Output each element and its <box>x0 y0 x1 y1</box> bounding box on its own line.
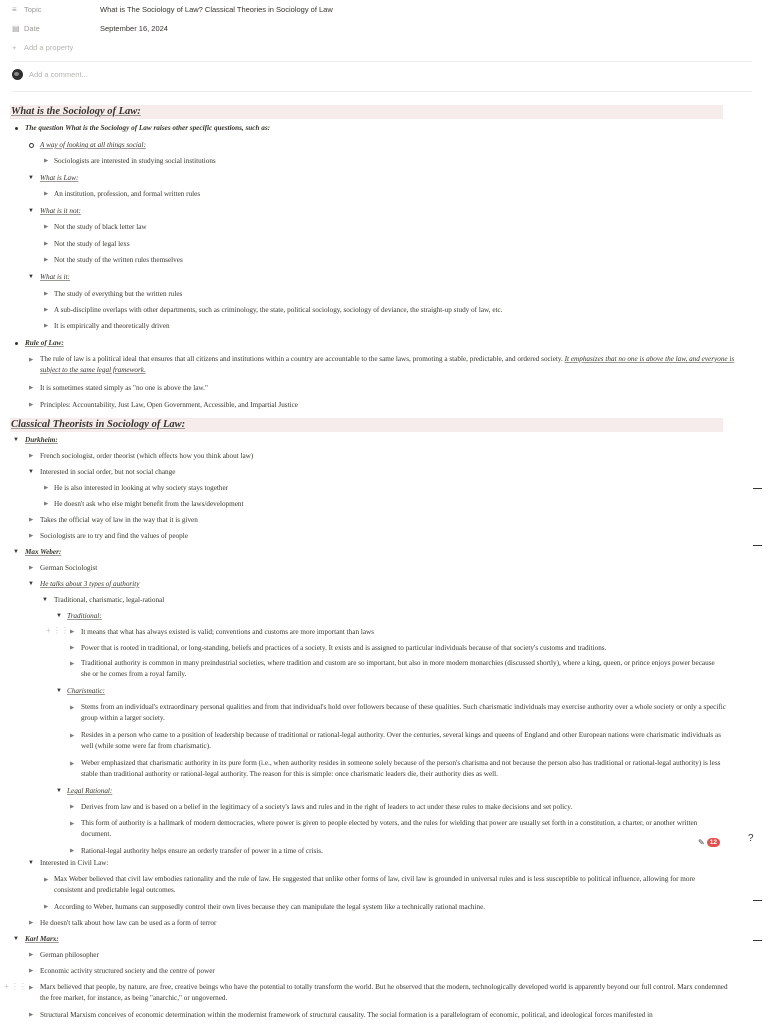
text-lines-icon: ≡ <box>12 4 17 14</box>
collapsed-toggle-icon[interactable]: ▶ <box>44 877 49 883</box>
collapsed-toggle-icon[interactable]: ▶ <box>70 821 75 827</box>
list-item[interactable]: The question What is the Sociology of Law raises other specific questions, such as: <box>25 124 271 132</box>
list-item[interactable]: Interested in social order, but not social change <box>40 468 176 476</box>
collapsed-toggle-icon[interactable]: ▶ <box>44 485 49 491</box>
collapsed-toggle-icon[interactable]: ▶ <box>44 224 49 230</box>
property-date[interactable] <box>12 21 168 35</box>
expanded-toggle-icon[interactable]: ▼ <box>13 936 19 942</box>
list-item[interactable]: What is it: <box>40 273 70 281</box>
list-item[interactable]: Takes the official way of law in the way that it is given <box>40 516 198 524</box>
list-item[interactable]: Marx believed that people, by nature, are free, creative beings who have the potential to totally transform the world. But he observed that the modern, technologically developed world is apparently beyond our full control. Marx condemned the free market, for instance, as being "anarchic," or ungoverned. <box>40 983 728 1002</box>
list-item[interactable]: The rule of law is a political ideal that ensures that all citizens and institutions within a country are accountable to the same laws, promoting a stable, predictable, and ordered society. It emphasizes that no one is above the law, and everyone is subject to the same legal framework. <box>40 355 735 374</box>
list-item[interactable]: Not the study of black letter law <box>54 223 147 231</box>
expanded-toggle-icon[interactable]: ▼ <box>56 688 62 694</box>
collapsed-toggle-icon[interactable]: ▶ <box>29 968 34 974</box>
list-item[interactable]: Sociologists are interested in studying social institutions <box>54 157 216 165</box>
list-item[interactable]: Durkheim: <box>25 436 58 444</box>
list-item[interactable]: German philosopher <box>40 951 99 959</box>
question-mark-icon[interactable]: ? <box>748 833 754 844</box>
list-item[interactable]: Derives from law and is based on a belief in the legitimacy of a society's laws and rules and in the right of leaders to act under these rules to make decisions and set policy. <box>81 803 573 811</box>
collapsed-toggle-icon[interactable]: ▶ <box>70 733 75 739</box>
property-topic[interactable] <box>12 2 333 16</box>
list-item[interactable]: A way of looking at all things social: <box>40 141 146 149</box>
collapsed-toggle-icon[interactable]: ▶ <box>44 241 49 247</box>
collapsed-toggle-icon[interactable]: ▶ <box>44 158 49 164</box>
bullet-icon <box>15 342 18 345</box>
collapsed-toggle-icon[interactable]: ▶ <box>29 385 34 391</box>
list-item[interactable]: Weber emphasized that charismatic authority in its pure form (i.e., when authority resides in someone solely because of the person's charisma and not because the person also has traditional or rational-legal authority) is less stable than traditional authority or rational-legal authority. The reason for this is simple: once charismatic leaders die, their authority dies as well. <box>81 759 721 778</box>
expanded-toggle-icon[interactable]: ▼ <box>28 208 34 214</box>
list-item[interactable]: A sub-discipline overlaps with other departments, such as criminology, the state, political sociology, sociology of deviance, the straight-up study of law, etc. <box>54 306 503 314</box>
collapsed-toggle-icon[interactable]: ▶ <box>44 904 49 910</box>
divider <box>12 61 752 62</box>
list-item[interactable]: It is empirically and theoretically driven <box>54 322 170 330</box>
list-item[interactable]: An institution, profession, and formal written rules <box>54 190 201 198</box>
collapsed-toggle-icon[interactable]: ▶ <box>29 453 34 459</box>
section-heading[interactable]: What is the Sociology of Law: <box>10 105 723 119</box>
collapsed-toggle-icon[interactable]: ▶ <box>29 920 34 926</box>
expanded-toggle-icon[interactable]: ▼ <box>13 549 19 555</box>
add-property-button[interactable]: + Add a property <box>12 42 74 52</box>
scroll-marker[interactable] <box>753 545 762 546</box>
hollow-bullet-icon <box>29 143 34 148</box>
expanded-toggle-icon[interactable]: ▼ <box>28 469 34 475</box>
collapsed-toggle-icon[interactable]: ▶ <box>29 517 34 523</box>
list-item[interactable]: It is sometimes stated simply as "no one is above the law." <box>40 384 208 392</box>
comments-badge[interactable] <box>698 838 720 847</box>
list-item[interactable]: Power that is rooted in traditional, or long-standing, beliefs and practices of a society. It exists and is assigned to particular individuals because of that society's customs and traditions. <box>81 644 607 652</box>
expanded-toggle-icon[interactable]: ▼ <box>28 581 34 587</box>
list-item[interactable]: German Sociologist <box>40 564 98 572</box>
collapsed-toggle-icon[interactable]: ▶ <box>29 1012 34 1018</box>
collapsed-toggle-icon[interactable]: ▶ <box>29 985 34 991</box>
list-item[interactable]: Interested in Civil Law: <box>40 859 109 867</box>
list-item[interactable]: Rule of Law: <box>25 339 64 347</box>
collapsed-toggle-icon[interactable]: ▶ <box>29 952 34 958</box>
collapsed-toggle-icon[interactable]: ▶ <box>70 804 75 810</box>
collapsed-toggle-icon[interactable]: ▶ <box>70 848 75 854</box>
property-value[interactable]: What is The Sociology of Law? Classical Theories in Sociology of Law <box>100 4 333 14</box>
avatar <box>12 69 23 80</box>
list-item[interactable]: What is Law: <box>40 174 79 182</box>
divider <box>12 91 752 92</box>
collapsed-toggle-icon[interactable]: ▶ <box>70 645 75 651</box>
collapsed-toggle-icon[interactable]: ▶ <box>70 761 75 767</box>
scroll-marker[interactable] <box>753 488 762 489</box>
collapsed-toggle-icon[interactable]: ▶ <box>70 629 75 635</box>
scroll-marker[interactable] <box>753 940 762 941</box>
property-value[interactable]: September 16, 2024 <box>100 23 168 33</box>
collapsed-toggle-icon[interactable]: ▶ <box>44 291 49 297</box>
collapsed-toggle-icon[interactable]: ▶ <box>44 191 49 197</box>
list-item[interactable]: This form of authority is a hallmark of modern democracies, where power is given to people elected by voters, and the rules for wielding that power are usually set forth in a constitution, a charter, or another written document. <box>81 819 698 838</box>
list-item[interactable]: He talks about 3 types of authority <box>40 580 140 588</box>
list-item[interactable]: Economic activity structured society and the centre of power <box>40 967 215 975</box>
section-heading[interactable]: Classical Theorists in Sociology of Law: <box>10 418 723 432</box>
expanded-toggle-icon[interactable]: ▼ <box>28 274 34 280</box>
expanded-toggle-icon[interactable]: ▼ <box>56 788 62 794</box>
collapsed-toggle-icon[interactable]: ▶ <box>70 661 75 667</box>
list-item[interactable]: He doesn't talk about how law can be used as a form of terror <box>40 919 217 927</box>
collapsed-toggle-icon[interactable]: ▶ <box>29 357 34 363</box>
plus-icon: + <box>12 42 17 52</box>
list-item[interactable]: Sociologists are to try and find the values of people <box>40 532 188 540</box>
collapsed-toggle-icon[interactable]: ▶ <box>29 402 34 408</box>
list-item[interactable]: Traditional authority is common in many preindustrial societies, where tradition and custom are so important, but also in more modern monarchies (discussed shortly), where a king, queen, or prince enjoys power because she or he comes from a royal family. <box>81 659 715 678</box>
list-item[interactable]: Karl Marx: <box>25 935 59 943</box>
expanded-toggle-icon[interactable]: ▼ <box>28 860 34 866</box>
list-item[interactable]: Max Weber: <box>25 548 62 556</box>
expanded-toggle-icon[interactable]: ▼ <box>13 437 19 443</box>
calendar-icon: ▤ <box>12 23 20 33</box>
list-item[interactable]: French sociologist, order theorist (which effects how you think about law) <box>40 452 254 460</box>
list-item[interactable]: Traditional: <box>67 612 102 620</box>
list-item[interactable]: Resides in a person who came to a position of leadership because of traditional or rational-legal authority. Over the centuries, several kings and queens of England and other European nations were charismatic individuals as well (while some were far from charismatic). <box>81 731 722 750</box>
list-item[interactable]: Stems from an individual's extraordinary personal qualities and from that individual's hold over followers because of these qualities. Such charismatic individuals may exercise authority over a whole society or only a specific group within a larger society. <box>81 703 726 722</box>
collapsed-toggle-icon[interactable]: ▶ <box>44 307 49 313</box>
collapsed-toggle-icon[interactable]: ▶ <box>44 501 49 507</box>
list-item[interactable]: He doesn't ask who else might benefit from the laws/development <box>54 500 244 508</box>
list-item[interactable]: Structural Marxism conceives of economic determination within the modernist framework of structural causality. The social formation is a parallelogram of economic, political, and ideological forces manifested in <box>40 1011 653 1019</box>
list-item[interactable]: Not the study of legal lexs <box>54 240 130 248</box>
comment-placeholder: Add a comment... <box>29 70 88 79</box>
collapsed-toggle-icon[interactable]: ▶ <box>44 323 49 329</box>
list-item[interactable]: Charismatic: <box>67 687 105 695</box>
property-label: Topic <box>24 4 42 14</box>
list-item[interactable]: Legal Rational: <box>67 787 113 795</box>
list-item[interactable]: What is it not: <box>40 207 81 215</box>
list-item[interactable]: The study of everything but the written rules <box>54 290 183 298</box>
list-item[interactable]: Rational-legal authority helps ensure an orderly transfer of power in a time of crisis. <box>81 847 323 855</box>
list-item[interactable]: It means that what has always existed is valid; conventions and customs are more important than laws <box>81 628 375 636</box>
bullet-icon <box>15 127 18 130</box>
drag-handle[interactable]: + ⋮⋮ <box>4 982 27 991</box>
expanded-toggle-icon[interactable]: ▼ <box>28 175 34 181</box>
scroll-marker[interactable] <box>753 900 762 901</box>
collapsed-toggle-icon[interactable]: ▶ <box>29 533 34 539</box>
comment-count: 12 <box>707 838 720 847</box>
collapsed-toggle-icon[interactable]: ▶ <box>70 705 75 711</box>
collapsed-toggle-icon[interactable]: ▶ <box>44 257 49 263</box>
list-item[interactable]: Not the study of the written rules themselves <box>54 256 183 264</box>
property-label: Date <box>24 23 40 33</box>
list-item[interactable]: Traditional, charismatic, legal-rational <box>54 596 165 604</box>
collapsed-toggle-icon[interactable]: ▶ <box>29 565 34 571</box>
comment-input[interactable] <box>12 69 88 80</box>
list-item[interactable]: According to Weber, humans can supposedly control their own lives because they can manipulate the legal system like a technically rational machine. <box>54 903 486 911</box>
drag-handle[interactable]: + ⋮⋮ <box>46 626 69 635</box>
list-item[interactable]: Principles: Accountability, Just Law, Open Government, Accessible, and Impartial Justice <box>40 401 298 409</box>
pencil-icon: ✎ <box>698 838 705 847</box>
expanded-toggle-icon[interactable]: ▼ <box>56 613 62 619</box>
list-item[interactable]: He is also interested in looking at why society stays together <box>54 484 229 492</box>
list-item[interactable]: Max Weber believed that civil law embodies rationality and the rule of law. He suggested that unlike other forms of law, civil law is grounded in universal rules and is less susceptible to political influence, allowing for more consistent and predictable legal outcomes. <box>54 875 696 894</box>
expanded-toggle-icon[interactable]: ▼ <box>42 597 48 603</box>
